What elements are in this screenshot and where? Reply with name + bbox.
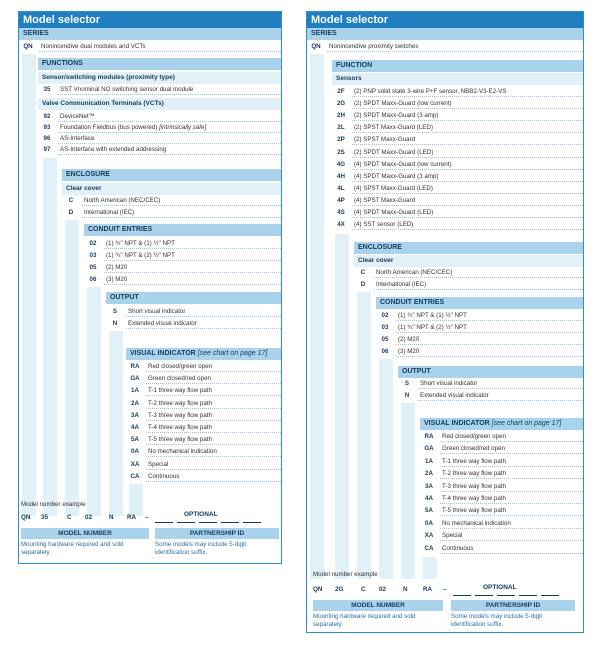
option-row bbox=[126, 386, 281, 396]
option-code: 1A bbox=[425, 457, 433, 465]
visual-column bbox=[423, 557, 437, 579]
option-code: GA bbox=[130, 375, 140, 383]
example-code: 02 bbox=[85, 514, 93, 521]
option-code: 2F bbox=[337, 88, 345, 95]
partnership-note: Some models may include 5-digit identification suffix. bbox=[451, 613, 543, 628]
option-desc: Continuous bbox=[440, 544, 583, 554]
option-desc: T-2 three way flow path bbox=[146, 399, 281, 409]
enclosure-row: D International (IEC) bbox=[354, 280, 583, 290]
option-desc: Green closed/red open bbox=[440, 444, 583, 454]
optional-blank bbox=[497, 595, 515, 596]
option-row bbox=[126, 460, 281, 470]
visual-column bbox=[129, 484, 143, 516]
option-row bbox=[126, 423, 281, 433]
option-code: CA bbox=[130, 472, 140, 480]
option-desc: T-1 three way flow path bbox=[440, 457, 583, 467]
option-code: 2P bbox=[337, 136, 345, 144]
conduit-header: CONDUIT ENTRIES bbox=[376, 297, 583, 309]
example-code: – bbox=[145, 514, 149, 521]
option-code: 2A bbox=[425, 470, 433, 478]
enclosure-sub: Clear cover bbox=[354, 255, 583, 267]
option-desc: (4) SST sensor (LED) bbox=[352, 220, 583, 230]
partnership-id-bar: PARTNERSHIP ID bbox=[155, 528, 279, 539]
option-row bbox=[126, 399, 281, 409]
enclosure-column bbox=[357, 292, 371, 579]
option-desc: T-3 three way flow path bbox=[146, 411, 281, 421]
output-header: OUTPUT bbox=[398, 366, 583, 378]
option-code: RA bbox=[424, 433, 434, 440]
option-desc: (4) SPST Maxx-Guard (LED) bbox=[352, 184, 583, 194]
series-header: SERIES bbox=[19, 28, 281, 40]
enclosure-column bbox=[65, 220, 79, 516]
option-desc: T-5 three way flow path bbox=[440, 506, 583, 516]
option-code: XA bbox=[130, 460, 140, 468]
option-row bbox=[126, 374, 281, 384]
conduit-column bbox=[379, 359, 393, 579]
function-column bbox=[335, 234, 349, 579]
example-label: Model number example bbox=[313, 571, 378, 578]
partnership-id-bar: PARTNERSHIP ID bbox=[451, 600, 575, 611]
option-code: 2L bbox=[337, 124, 345, 132]
option-code: GA bbox=[424, 445, 434, 453]
series-column bbox=[22, 54, 36, 516]
conduit-header: CONDUIT ENTRIES bbox=[84, 224, 281, 236]
option-row bbox=[420, 506, 583, 516]
model-number-bar: MODEL NUMBER bbox=[21, 528, 149, 539]
option-row bbox=[420, 519, 583, 529]
conduit-row: 06 (3) M20 bbox=[84, 275, 281, 285]
functions-row: 93 Foundation Fieldbus (bus powered) [intrinsically safe] bbox=[38, 123, 281, 133]
optional-blank bbox=[453, 595, 471, 596]
functions-row: 96 AS-Interface bbox=[38, 134, 281, 144]
example-code: C bbox=[361, 586, 366, 593]
option-desc: T-5 three way flow path bbox=[146, 435, 281, 445]
option-desc: (2) SPDT Maxx-Guard (LED) bbox=[352, 148, 583, 158]
option-row bbox=[332, 123, 583, 133]
option-desc: Green closed/red open bbox=[146, 374, 281, 384]
conduit-row: 03 (1) ¾" NPT & (2) ½" NPT bbox=[376, 323, 583, 333]
example-code: RA bbox=[127, 514, 137, 521]
example-code: C bbox=[67, 514, 72, 521]
option-desc: No mechanical indication bbox=[440, 519, 583, 529]
function-header: FUNCTION bbox=[332, 60, 583, 72]
option-row bbox=[420, 432, 583, 442]
model-selector-panel-left bbox=[18, 11, 282, 564]
panel-title: Model selector bbox=[19, 12, 281, 28]
example-code: N bbox=[403, 586, 408, 593]
option-code: 4H bbox=[337, 172, 345, 180]
option-code: 5A bbox=[131, 436, 139, 444]
optional-label: OPTIONAL bbox=[184, 511, 218, 518]
option-desc: (4) SPDT Maxx-Guard (low current) bbox=[352, 160, 583, 170]
partnership-note: Some models may include 5-digit identification suffix. bbox=[155, 541, 247, 556]
enclosure-row: C North American (NEC/CEC) bbox=[354, 268, 583, 278]
conduit-row: 02 (1) ¾" NPT & (1) ½" NPT bbox=[376, 311, 583, 321]
option-desc: T-1 three way flow path bbox=[146, 386, 281, 396]
function-sub-sensors: Sensors bbox=[332, 73, 583, 85]
example-code: RA bbox=[423, 586, 433, 593]
option-desc: Special bbox=[146, 460, 281, 470]
option-row bbox=[420, 457, 583, 467]
example-code: N bbox=[109, 514, 114, 521]
conduit-row: 05 (2) M20 bbox=[376, 335, 583, 345]
option-desc: T-2 three way flow path bbox=[440, 469, 583, 479]
option-desc: (2) SPST Maxx-Guard (LED) bbox=[352, 123, 583, 133]
option-row bbox=[332, 184, 583, 194]
option-row bbox=[332, 99, 583, 109]
option-desc: (4) SPST Maxx-Guard bbox=[352, 196, 583, 206]
option-code: 1A bbox=[131, 387, 139, 395]
option-desc: Special bbox=[440, 531, 583, 541]
enclosure-header: ENCLOSURE bbox=[62, 169, 281, 181]
option-row bbox=[420, 544, 583, 554]
option-desc: (2) SPDT Maxx-Guard (low current) bbox=[352, 99, 583, 109]
option-desc: T-4 three way flow path bbox=[146, 423, 281, 433]
option-code: CA bbox=[424, 544, 434, 552]
option-code: 3A bbox=[131, 411, 139, 419]
example-code: QN bbox=[313, 586, 323, 593]
model-selector-panel-right bbox=[306, 11, 584, 633]
option-row bbox=[126, 362, 281, 372]
enclosure-row: C North American (NEC/CEC) bbox=[62, 196, 281, 206]
option-desc: (4) SPDT Maxx-Guard (LED) bbox=[352, 208, 583, 218]
example-code: QN bbox=[21, 514, 31, 521]
output-header: OUTPUT bbox=[106, 292, 281, 304]
option-row bbox=[332, 196, 583, 206]
conduit-row: 02 (1) ¾" NPT & (1) ½" NPT bbox=[84, 239, 281, 249]
option-code: 2H bbox=[337, 112, 345, 120]
functions-row: 35 SST Vnominal NO switching sensor dual module bbox=[38, 85, 281, 95]
functions-row: 97 AS-Interface with extended addressing bbox=[38, 145, 281, 155]
optional-blank bbox=[475, 595, 493, 596]
option-row bbox=[332, 220, 583, 230]
example-code: 02 bbox=[379, 586, 387, 593]
output-row: S Short visual indicator bbox=[106, 307, 281, 317]
option-row bbox=[332, 208, 583, 218]
model-number-note: Mounting hardware required and sold separately. bbox=[313, 613, 416, 628]
option-desc: Continuous bbox=[146, 472, 281, 482]
option-row bbox=[420, 444, 583, 454]
optional-blank bbox=[199, 522, 217, 523]
option-row bbox=[332, 111, 583, 121]
enclosure-row: D International (IEC) bbox=[62, 208, 281, 218]
option-row bbox=[126, 435, 281, 445]
option-code: 4S bbox=[337, 209, 345, 216]
option-row bbox=[126, 472, 281, 482]
option-desc: Red closed/green open bbox=[440, 432, 583, 442]
series-code: QN bbox=[23, 43, 33, 50]
functions-sub-vcts: Valve Communication Terminals (VCTs) bbox=[38, 98, 281, 110]
output-row: S Short visual indicator bbox=[398, 379, 583, 389]
option-row bbox=[332, 148, 583, 158]
series-desc: Nonincendive proximity switches bbox=[327, 42, 583, 52]
option-code: 2G bbox=[336, 100, 346, 108]
functions-row: 92 DeviceNet™ bbox=[38, 112, 281, 122]
option-row bbox=[420, 494, 583, 504]
option-code: 4G bbox=[336, 160, 346, 168]
optional-blank bbox=[221, 522, 239, 523]
option-row bbox=[332, 135, 583, 145]
option-row bbox=[126, 447, 281, 457]
option-desc: (2) SPST Maxx-Guard bbox=[352, 135, 583, 145]
series-desc: Nonincendive dual modules and VCTs bbox=[39, 42, 281, 52]
option-code: 5A bbox=[425, 507, 433, 515]
option-code: RA bbox=[130, 363, 140, 370]
visual-indicator-header: VISUAL INDICATOR [see chart on page 17] bbox=[420, 418, 583, 430]
option-desc: T-4 three way flow path bbox=[440, 494, 583, 504]
conduit-row: 05 (2) M20 bbox=[84, 263, 281, 273]
option-desc: No mechanical indication bbox=[146, 447, 281, 457]
option-desc: (2) PNP solid state 3-wire P+F sensor, NBB2-V3-E2-VS bbox=[352, 87, 583, 97]
option-desc: (4) SPDT Maxx-Guard (3 amp) bbox=[352, 172, 583, 182]
option-code: 4A bbox=[425, 495, 433, 502]
optional-blank bbox=[243, 522, 261, 523]
option-code: 4L bbox=[337, 184, 345, 192]
optional-blank bbox=[541, 595, 559, 596]
enclosure-sub: Clear cover bbox=[62, 183, 281, 195]
conduit-row: 06 (3) M20 bbox=[376, 347, 583, 357]
option-code: 2S bbox=[337, 148, 345, 156]
option-row bbox=[332, 172, 583, 182]
option-row bbox=[332, 87, 583, 97]
option-code: XA bbox=[424, 532, 434, 540]
output-column bbox=[401, 403, 415, 579]
option-desc: Red closed/green open bbox=[146, 362, 281, 372]
panel-title: Model selector bbox=[307, 12, 583, 28]
optional-label: OPTIONAL bbox=[483, 584, 517, 591]
conduit-column bbox=[87, 287, 101, 516]
option-row bbox=[126, 411, 281, 421]
option-row bbox=[420, 531, 583, 541]
option-code: 4P bbox=[337, 196, 345, 204]
optional-blank bbox=[155, 522, 173, 523]
option-desc: (2) SPDT Maxx-Guard (3 amp) bbox=[352, 111, 583, 121]
model-number-bar: MODEL NUMBER bbox=[313, 600, 443, 611]
option-code: 0A bbox=[131, 448, 139, 456]
option-desc: T-3 three way flow path bbox=[440, 482, 583, 492]
example-code: – bbox=[443, 586, 447, 593]
functions-sub-sensors: Sensor/switching modules (proximity type) bbox=[38, 72, 281, 84]
model-number-note: Mounting hardware required and sold separately. bbox=[21, 541, 124, 556]
conduit-row: 03 (1) ¾" NPT & (2) ½" NPT bbox=[84, 251, 281, 261]
visual-indicator-header: VISUAL INDICATOR [see chart on page 17] bbox=[126, 348, 281, 360]
option-code: 4A bbox=[131, 424, 139, 431]
series-column bbox=[310, 54, 324, 579]
functions-header: FUNCTIONS bbox=[38, 58, 281, 70]
enclosure-header: ENCLOSURE bbox=[354, 242, 583, 254]
output-row: N Extended visual indicator bbox=[398, 391, 583, 401]
series-code: QN bbox=[311, 43, 321, 50]
option-row bbox=[332, 160, 583, 170]
functions-column bbox=[43, 158, 57, 516]
series-header: SERIES bbox=[307, 28, 583, 40]
output-row: N Extended visual indicator bbox=[106, 319, 281, 329]
option-row bbox=[420, 482, 583, 492]
option-code: 4X bbox=[337, 221, 345, 229]
option-row bbox=[420, 469, 583, 479]
optional-blank bbox=[519, 595, 537, 596]
output-column bbox=[109, 331, 123, 516]
example-label: Model number example bbox=[21, 501, 86, 508]
option-code: 0A bbox=[425, 519, 433, 527]
option-code: 3A bbox=[425, 482, 433, 490]
series-row bbox=[19, 42, 281, 52]
optional-blank bbox=[177, 522, 195, 523]
option-code: 2A bbox=[131, 399, 139, 407]
example-code: 2G bbox=[335, 586, 344, 593]
series-row bbox=[307, 42, 583, 52]
example-code: 35 bbox=[41, 514, 49, 521]
intrinsically-safe-note: [intrinsically safe] bbox=[159, 124, 207, 131]
